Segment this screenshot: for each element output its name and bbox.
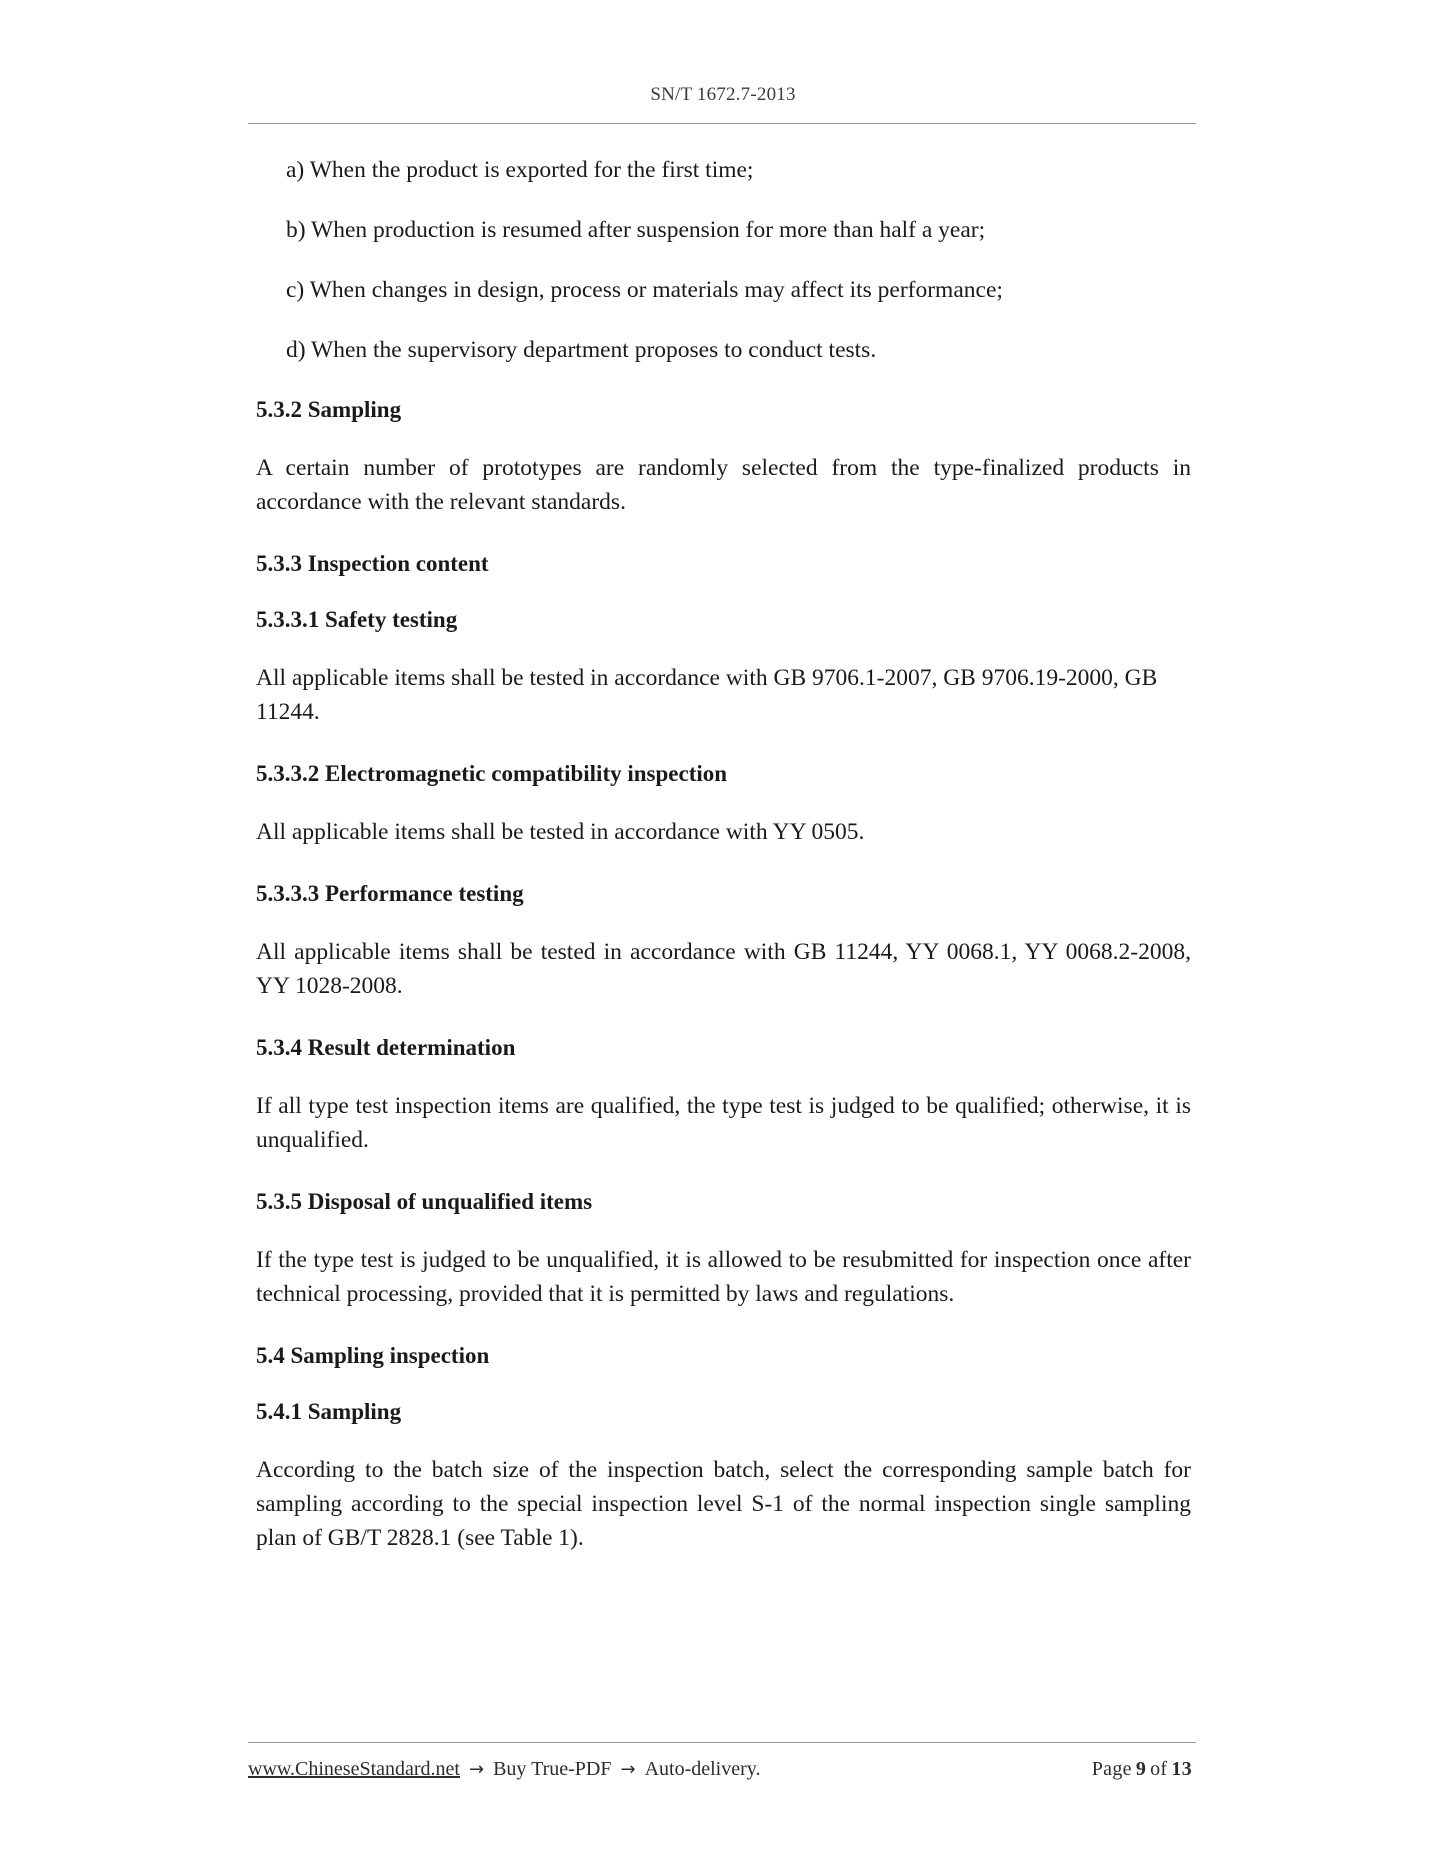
section-paragraph-5-3-5: If the type test is judged to be unqualified, it is allowed to be resubmitted for inspection once after technical processing, provided that it is permitted by laws and regulations. (256, 1246, 1191, 1307)
document-body (256, 155, 1191, 1585)
page-footer (248, 1758, 1196, 1781)
section-heading-5-3-3-2: 5.3.3.2 Electromagnetic compatibility inspection (256, 760, 728, 786)
footer-website-link[interactable]: www.ChineseStandard.net (248, 1758, 460, 1780)
footer-buy-label: Buy True-PDF (493, 1758, 612, 1780)
section-paragraph-5-3-3-1: All applicable items shall be tested in accordance with GB 9706.1-2007, GB 9706.19-2000, GB 11244. (256, 664, 1158, 725)
section-heading-5-3-5: 5.3.5 Disposal of unqualified items (256, 1188, 593, 1214)
footer-divider (248, 1742, 1196, 1743)
page-current: 9 (1135, 1758, 1147, 1780)
arrow-right-icon: → (469, 1759, 485, 1780)
list-item: c) When changes in design, process or materials may affect its performance; (286, 277, 1003, 304)
page-header-standard-number: SN/T 1672.7-2013 (650, 84, 796, 105)
footer-delivery-label: Auto-delivery. (644, 1758, 761, 1780)
list-item: b) When production is resumed after suspension for more than half a year; (286, 217, 986, 244)
page-of-label: of (1150, 1758, 1168, 1780)
section-paragraph-5-3-2: A certain number of prototypes are randomly selected from the type-finalized products in accordance with the relevant standards. (256, 454, 1191, 516)
section-heading-5-3-3: 5.3.3 Inspection content (256, 551, 489, 577)
header-divider (248, 123, 1196, 124)
page-total: 13 (1171, 1758, 1192, 1780)
section-heading-5-3-3-3: 5.3.3.3 Performance testing (256, 880, 524, 906)
section-heading-5-3-2: 5.3.2 Sampling (256, 397, 402, 423)
section-heading-5-4-1: 5.4.1 Sampling (256, 1398, 402, 1424)
arrow-right-icon: → (620, 1759, 636, 1780)
section-heading-5-3-4: 5.3.4 Result determination (256, 1034, 516, 1060)
section-paragraph-5-3-3-3: All applicable items shall be tested in accordance with GB 11244, YY 0068.1, YY 0068.2-2008, YY 1028-2008. (256, 938, 1191, 999)
section-paragraph-5-3-4: If all type test inspection items are qualified, the type test is judged to be qualified; otherwise, it is unqualified. (256, 1092, 1191, 1153)
section-heading-5-4: 5.4 Sampling inspection (256, 1342, 490, 1368)
footer-promo (248, 1758, 760, 1781)
page-label: Page (1091, 1758, 1132, 1780)
section-paragraph-5-4-1: According to the batch size of the inspection batch, select the corresponding sample batch for sampling according to the special inspection level S-1 of the normal inspection single sampling plan of GB/T 2828.1 (see Table 1). (256, 1456, 1191, 1551)
section-paragraph-5-3-3-2: All applicable items shall be tested in accordance with YY 0505. (256, 818, 865, 845)
page-number-indicator (1092, 1758, 1196, 1781)
list-item: a) When the product is exported for the first time; (286, 157, 754, 183)
list-item: d) When the supervisory department proposes to conduct tests. (286, 337, 877, 364)
section-heading-5-3-3-1: 5.3.3.1 Safety testing (256, 606, 458, 632)
